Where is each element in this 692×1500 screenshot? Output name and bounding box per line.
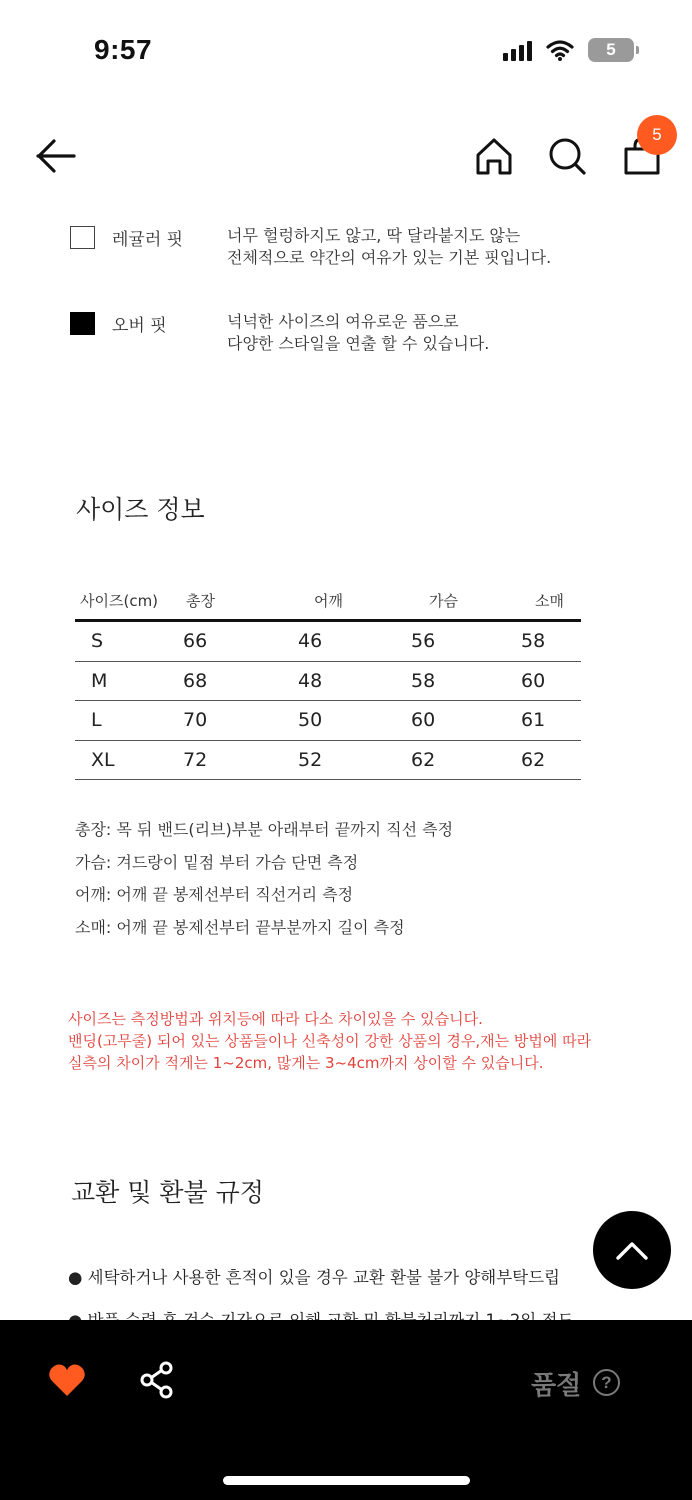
table-cell: L xyxy=(91,709,102,732)
table-cell: 60 xyxy=(411,709,436,732)
home-indicator[interactable] xyxy=(223,1476,470,1485)
heart-icon[interactable] xyxy=(48,1362,86,1398)
battery-level: 5 xyxy=(606,40,616,59)
measurement-note: 소매: 어깨 끝 봉제선부터 끝부분까지 길이 측정 xyxy=(75,918,405,937)
search-icon[interactable] xyxy=(547,136,587,176)
table-cell: 68 xyxy=(183,669,208,692)
fit-legend-over xyxy=(70,311,490,353)
table-cell: 52 xyxy=(298,748,323,771)
refund-policy-title: 교환 및 환불 규정 xyxy=(71,1178,264,1207)
bottom-action-bar xyxy=(0,1320,692,1500)
table-row xyxy=(75,741,581,781)
column-header: 어깨 xyxy=(314,592,343,610)
cart-count-badge[interactable]: 5 xyxy=(637,115,677,155)
table-cell: 60 xyxy=(521,669,546,692)
warning-line: 사이즈는 측정방법과 위치등에 따라 다소 차이있을 수 있습니다. xyxy=(68,1010,483,1028)
sold-out-label: 품절 xyxy=(531,1371,582,1401)
wifi-icon xyxy=(546,39,574,61)
column-header: 소매 xyxy=(535,592,564,610)
table-row xyxy=(75,701,581,741)
chevron-up-icon xyxy=(615,1239,649,1261)
table-cell: 56 xyxy=(411,630,436,653)
status-time: 9:57 xyxy=(94,34,153,65)
warning-line: 밴딩(고무줄) 되어 있는 상품들이나 신축성이 강한 상품의 경우,재는 방법에 따라 xyxy=(68,1032,592,1050)
status-indicators xyxy=(503,38,634,62)
scroll-to-top-button[interactable] xyxy=(593,1211,671,1289)
fit-description xyxy=(227,225,551,269)
measurement-note: 가슴: 겨드랑이 밑점 부터 가슴 단면 측정 xyxy=(75,853,359,872)
table-cell: 62 xyxy=(411,748,436,771)
table-cell: M xyxy=(91,669,108,692)
table-cell: 46 xyxy=(298,630,323,653)
table-cell: 58 xyxy=(411,669,436,692)
column-header: 사이즈(cm) xyxy=(80,592,159,610)
fit-desc-line: 너무 헐렁하지도 않고, 딱 달라붙지도 않는 xyxy=(227,226,521,245)
policy-bullet: ● 세탁하거나 사용한 흔적이 있을 경우 교환 환불 불가 양해부탁드립 xyxy=(68,1268,560,1287)
table-cell: 50 xyxy=(298,709,323,732)
fit-name: 오버 핏 xyxy=(112,316,167,336)
fit-desc-line: 전체적으로 약간의 여유가 있는 기본 핏입니다. xyxy=(227,248,552,267)
measurement-note: 어깨: 어깨 끝 봉제선부터 직선거리 측정 xyxy=(75,885,354,904)
table-cell: 58 xyxy=(521,630,546,653)
share-icon[interactable] xyxy=(138,1360,178,1400)
column-header: 총장 xyxy=(186,592,215,610)
table-cell: 62 xyxy=(521,748,546,771)
back-arrow-icon[interactable] xyxy=(34,136,78,176)
column-header: 가슴 xyxy=(429,592,458,610)
table-cell: 61 xyxy=(521,709,546,732)
table-cell: 72 xyxy=(183,748,208,771)
table-cell: 48 xyxy=(298,669,323,692)
regular-fit-swatch xyxy=(70,226,95,249)
table-row xyxy=(75,622,581,662)
table-cell: XL xyxy=(91,748,115,771)
fit-desc-line: 넉넉한 사이즈의 여유로운 품으로 xyxy=(227,312,459,331)
measurement-note: 총장: 목 뒤 밴드(리브)부분 아래부터 끝까지 직선 측정 xyxy=(75,820,454,839)
fit-name: 레귤러 핏 xyxy=(112,230,184,250)
fit-description xyxy=(227,311,489,355)
table-cell: 70 xyxy=(183,709,208,732)
size-table-header xyxy=(75,590,581,622)
battery-icon xyxy=(588,38,634,62)
warning-line: 실측의 차이가 적게는 1~2cm, 많게는 3~4cm까지 상이할 수 있습니다. xyxy=(68,1054,544,1072)
help-icon[interactable]: ? xyxy=(593,1369,620,1396)
over-fit-swatch xyxy=(70,312,95,335)
size-info-title: 사이즈 정보 xyxy=(76,495,205,524)
cellular-signal-icon xyxy=(503,39,532,61)
size-warning-text xyxy=(68,1008,591,1074)
size-table xyxy=(75,590,581,780)
table-cell: S xyxy=(91,630,104,653)
fit-desc-line: 다양한 스타일을 연출 할 수 있습니다. xyxy=(227,334,490,353)
table-cell: 66 xyxy=(183,630,208,653)
table-row xyxy=(75,662,581,702)
fit-legend-regular xyxy=(70,225,552,267)
home-icon[interactable] xyxy=(474,136,514,176)
